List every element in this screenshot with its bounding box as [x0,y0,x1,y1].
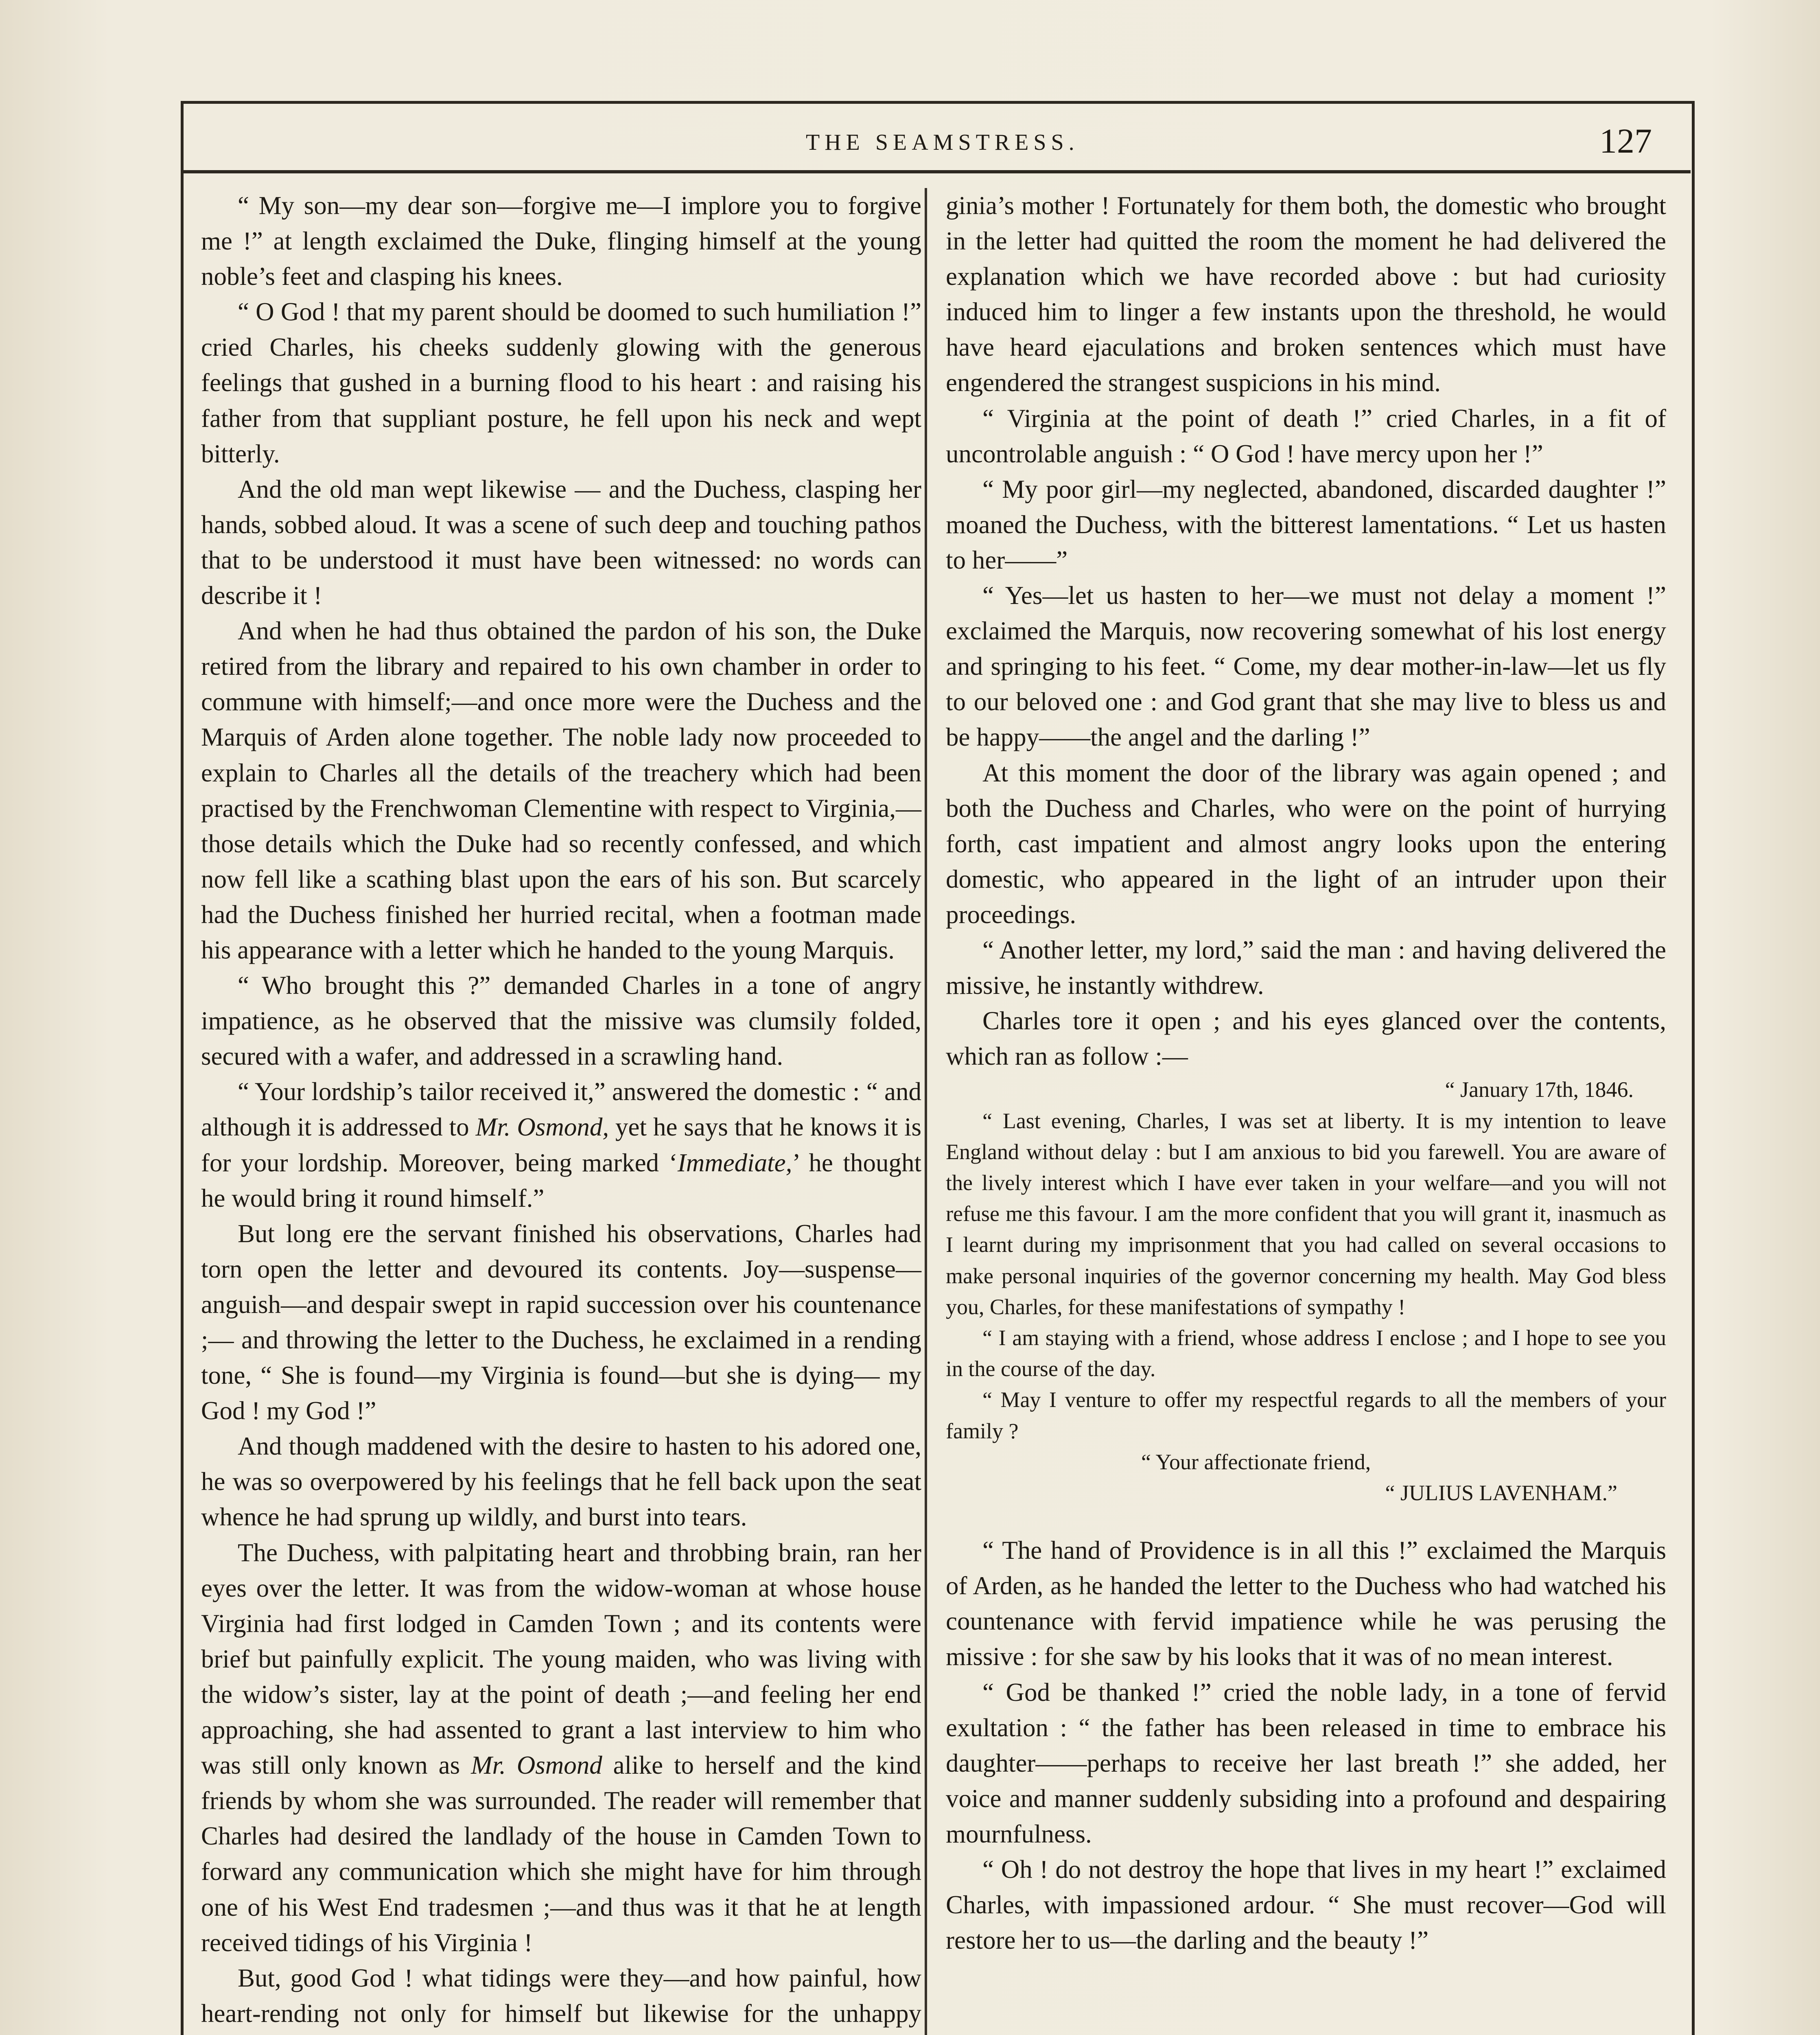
paragraph: “ The hand of Providence is in all this !” exclaimed the Marquis of Arden, as he handed the letter to the Duchess who had watched his countenance with fervid impatience while he was perusing the missive : for she saw by his looks that it was of no mean interest. [946,1536,1666,1671]
text-run: “ Your lordship’s tailor received it,” answered the domestic : “ and although it is addressed to [201,1077,921,1142]
paragraph: “ God be thanked !” cried the noble lady, in a tone of fervid exultation : “ the father has been released in time to embrace his daughter——perhaps to receive her last breath !” she added, her voice and manner suddenly subsiding into a profound and despairing mournfulness. [946,1678,1666,1848]
paragraph: “ Another letter, my lord,” said the man : and having delivered the missive, he instantly withdrew. [946,935,1666,1000]
italic-name: Mr. Osmond, [475,1113,609,1142]
header-rule [183,170,1691,173]
left-column [201,188,921,2035]
letter-date: “ January 17th, 1846. [1445,1077,1634,1102]
running-title: THE SEAMSTRESS. [806,130,1079,155]
paragraph: “ O God ! that my parent should be doomed to such humiliation !” cried Charles, his cheeks suddenly glowing with the generous feelings that gushed in a burning flood to his heart : and raising his father from that suppliant posture, he fell upon his neck and wept bitterly. [201,298,921,468]
letter-signature: “ JULIUS LAVENHAM.” [1385,1480,1617,1505]
page-number: 127 [1599,121,1652,160]
paragraph: ginia’s mother ! Fortunately for them both, the domestic who brought in the letter had quitted the room the moment he had delivered the explanation which we have recorded above : but had curiosity induced him to linger a few instants upon the threshold, he would have heard ejaculations and broken sentences which must have engendered the strangest suspicions in his mind. [946,191,1666,397]
paragraph: And the old man wept likewise — and the Duchess, clasping her hands, sobbed aloud. It was a scene of such deep and touching pathos that to be understood it must have been witnessed: no words can describe it ! [201,475,921,610]
right-column [946,188,1666,1958]
paragraph: Charles tore it open ; and his eyes glanced over the contents, which ran as follow :— [946,1007,1666,1071]
paragraph: But, good God ! what tidings were they—and how painful, how heart-rending not only for himself but likewise for the unhappy [201,1963,921,2028]
italic-name: Mr. Osmond [471,1751,602,1780]
paragraph: And though maddened with the desire to hasten to his adored one, he was so overpowered by his feelings that he fell back upon the seat whence he had sprung up wildly, and burst into tears. [201,1432,921,1532]
spacer [946,1508,1666,1533]
paragraph: At this moment the door of the library was again opened ; and both the Duchess and Charles, who were on the point of hurrying forth, cast impatient and almost angry looks upon the entering domestic, who appeared in the light of an intruder upon their proceedings. [946,758,1666,929]
paragraph: “ My poor girl—my neglected, abandoned, discarded daughter !” moaned the Duchess, with the bitterest lamentations. “ Let us hasten to her——” [946,475,1666,574]
column-divider [925,188,927,2035]
paragraph: “ Oh ! do not destroy the hope that lives in my heart !” exclaimed Charles, with impassioned ardour. “ She must recover—God will restore her to us—the darling and the beauty !” [946,1855,1666,1955]
letter-closing: “ Your affectionate friend, [1141,1449,1371,1474]
paragraph: But long ere the servant finished his observations, Charles had torn open the letter and devoured its contents. Joy—suspense—anguish—and despair swept in rapid succession over his countenance ;— and throwing the letter to the Duchess, he exclaimed in a rending tone, “ She is found—my Virginia is found—but she is dying— my God ! my God !” [201,1219,921,1425]
paragraph: “ My son—my dear son—forgive me—I implore you to forgive me !” at length exclaimed the Duke, flinging himself at the young noble’s feet and clasping his knees. [201,191,921,291]
text-run: yet he says that he knows it is for your lordship. Moreover, being marked ‘ [201,1113,922,1177]
letter-paragraph: “ May I venture to offer my respectful regards to all the members of your family ? [946,1387,1666,1443]
letter-paragraph: “ I am staying with a friend, whose address I enclose ; and I hope to see you in the course of the day. [946,1325,1666,1381]
paragraph: “ Yes—let us hasten to her—we must not delay a moment !” exclaimed the Marquis, now recovering somewhat of his lost energy and springing to his feet. “ Come, my dear mother-in-law—let us fly to our beloved one : and God grant that she may live to bless us and be happy——the angel and the darling !” [946,581,1666,752]
paragraph: “ Virginia at the point of death !” cried Charles, in a fit of uncontrolable anguish : “ O God ! have mercy upon her !” [946,404,1666,468]
paragraph [201,1074,921,1216]
paragraph [201,1535,921,1961]
paragraph: And when he had thus obtained the pardon of his son, the Duke retired from the library and repaired to his own chamber in order to commune with himself;—and once more were the Duchess and the Marquis of Arden alone together. The noble lady now proceeded to explain to Charles all the details of the treachery which had been practised by the Frenchwoman Clementine with respect to Virginia,—those details which the Duke had so recently confessed, and which now fell like a scathing blast upon the ears of his son. But scarcely had the Duchess finished her hurried recital, when a footman made his appearance with a letter which he handed to the young Marquis. [201,617,921,964]
text-run: alike to herself and the kind friends by whom she was surrounded. The reader will remember that Charles had desired the landlady of the house in Camden Town to forward any communication which she might have for him through one of his West End tradesmen ;—and thus was it that he at length received tidings of his Virginia ! [201,1751,921,1957]
text-run: ’ he thought he would bring it round himself.” [201,1148,921,1212]
text-run: The Duchess, with palpitating heart and throbbing brain, ran her eyes over the letter. It was from the widow-woman at whose house Virginia had first lodged in Camden Town ; and its contents were brief but painfully explicit. The young maiden, who was living with the widow’s sister, lay at the point of death ;—and feeling her end approaching, she had assented to grant a last interview to him who was still only known as [201,1538,921,1780]
enclosed-letter [946,1074,1666,1508]
paragraph: “ Who brought this ?” demanded Charles in a tone of angry impatience, as he observed that the missive was clumsily folded, secured with a wafer, and addressed in a scrawling hand. [201,971,921,1071]
italic-word: Immediate, [677,1148,792,1177]
letter-paragraph: “ Last evening, Charles, I was set at liberty. It is my intention to leave England without delay : but I am anxious to bid you farewell. You are aware of the lively interest which I have ever taken in your welfare—and you will not refuse me this favour. I am the more confident that you will grant it, inasmuch as I learnt during my imprisonment that you had called on several occasions to make personal inquiries of the governor concerning my health. May God bless you, Charles, for these manifestations of sympathy ! [946,1108,1666,1319]
